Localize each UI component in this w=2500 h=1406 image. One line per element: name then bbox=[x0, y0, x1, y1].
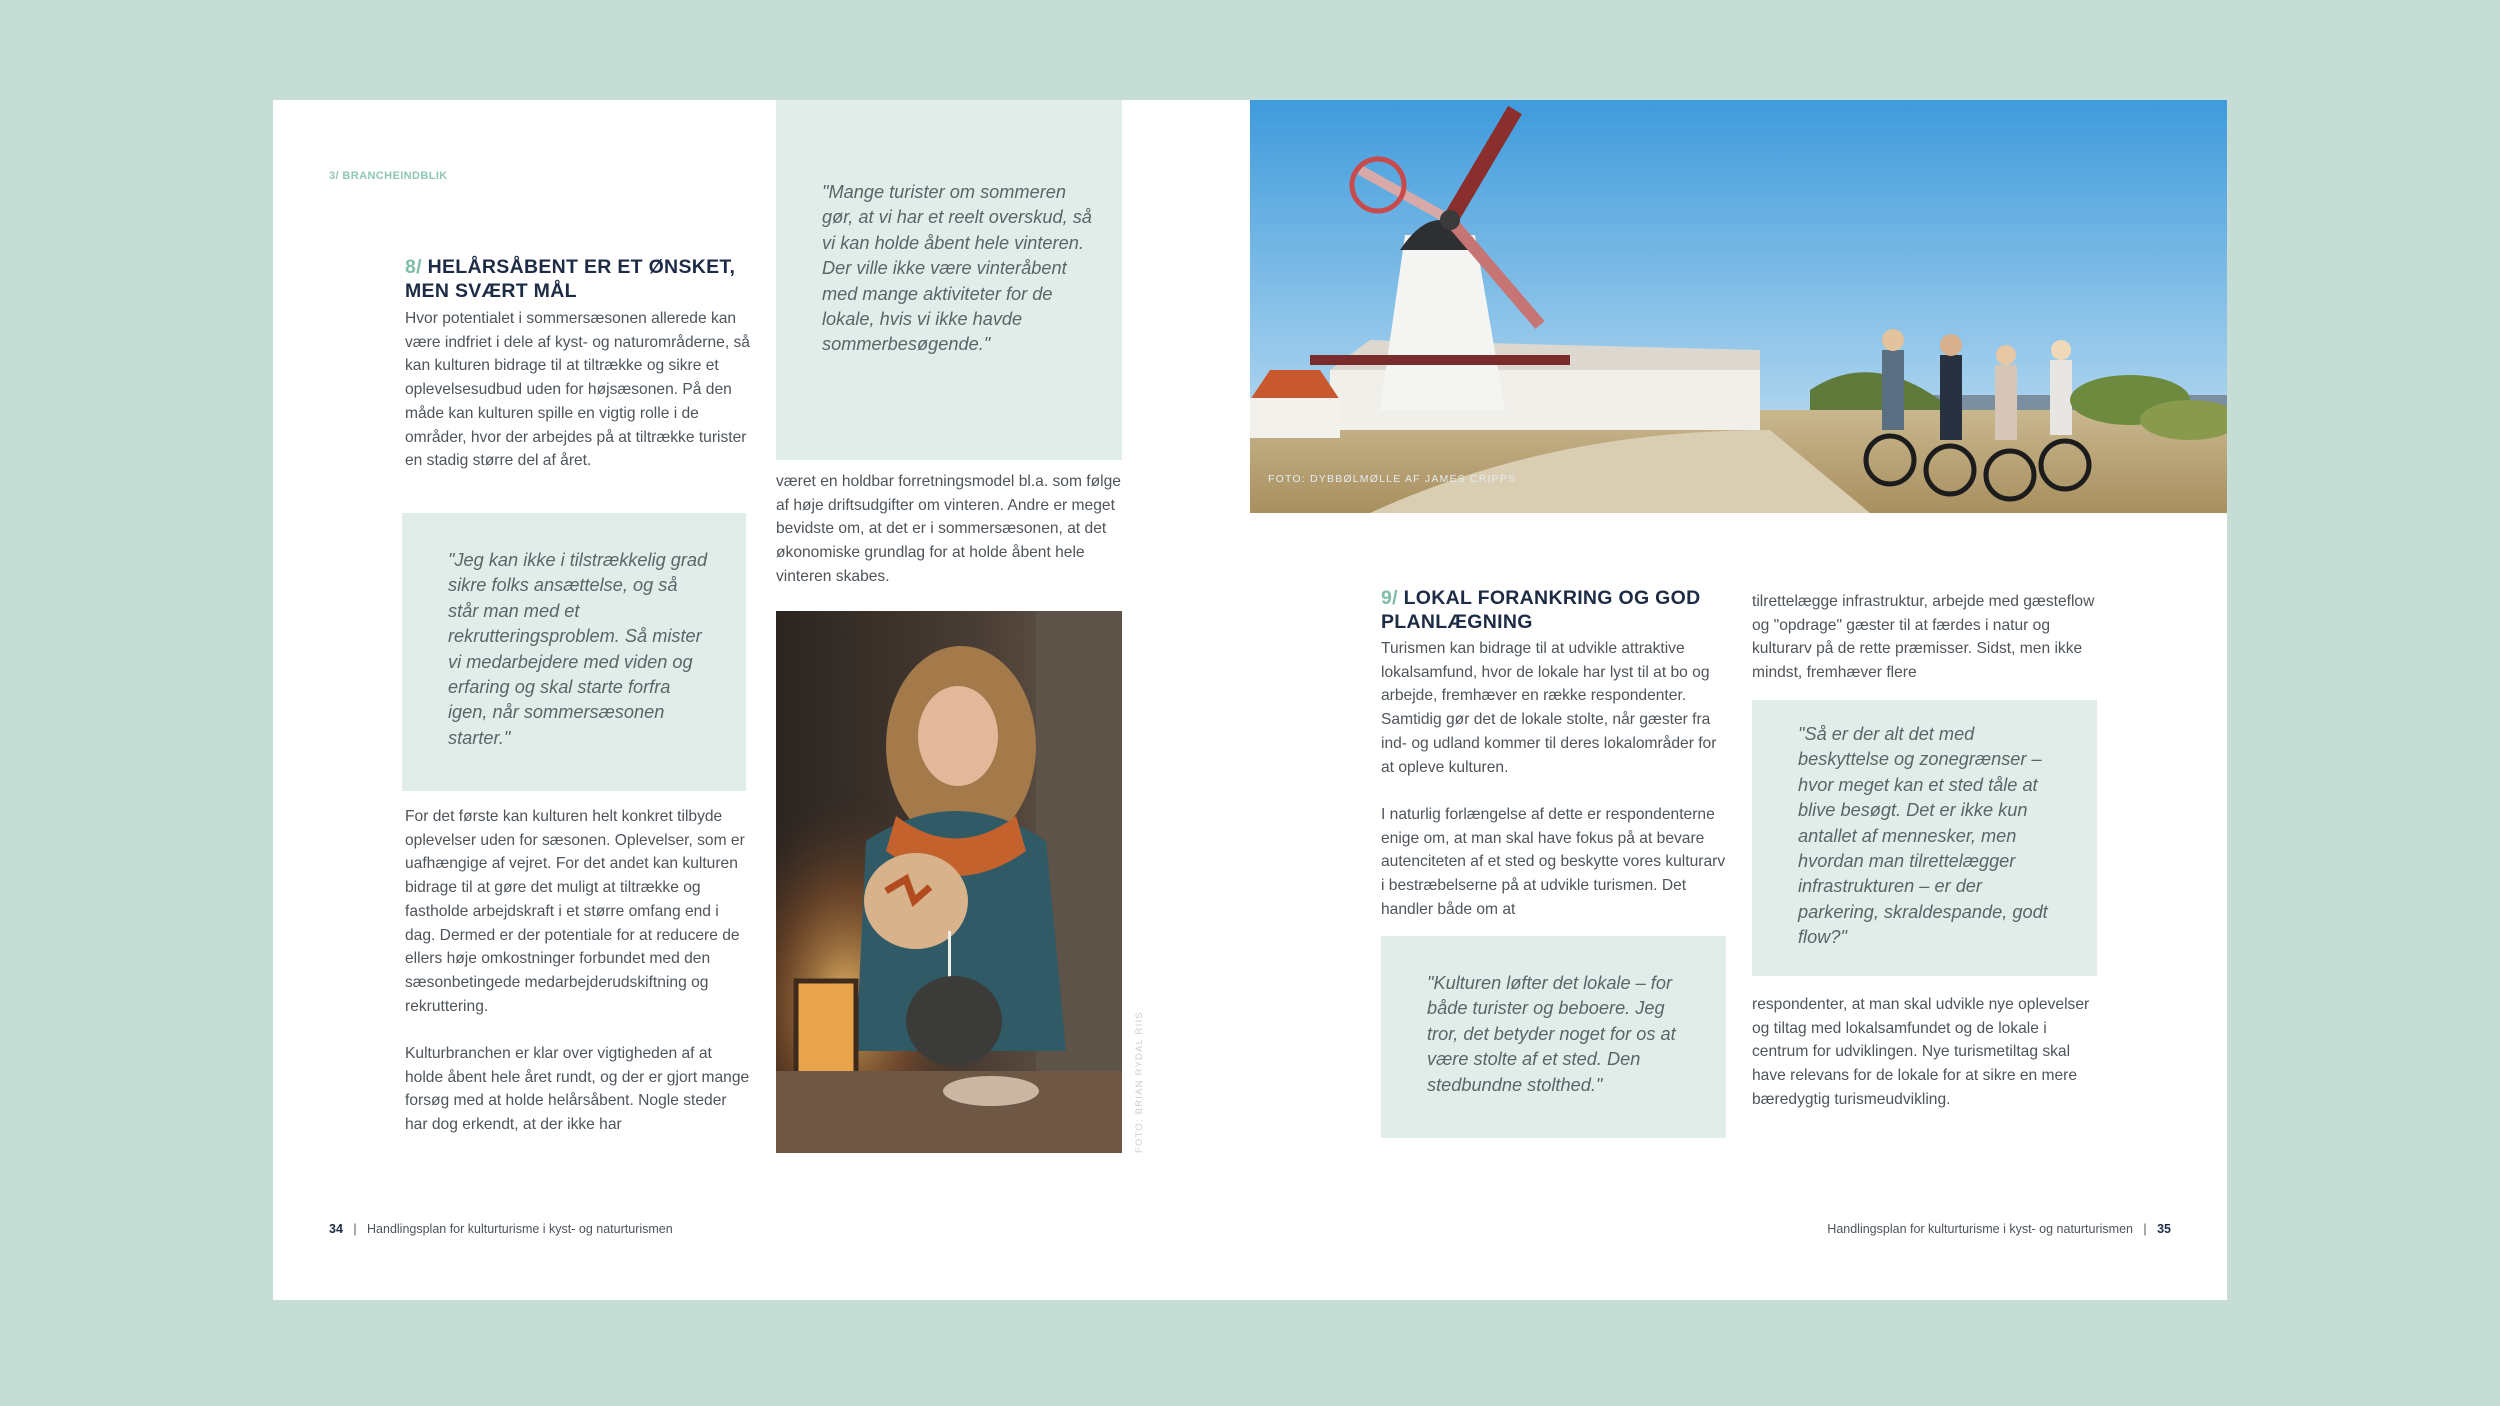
right-quote-box-2 bbox=[1752, 700, 2097, 976]
right-footer-title: Handlingsplan for kulturturisme i kyst- og naturturismen bbox=[1827, 1222, 2133, 1236]
photo-woman-pouring bbox=[776, 611, 1122, 1153]
left-heading-number: 8/ bbox=[405, 256, 422, 278]
left-quote-box-2 bbox=[776, 100, 1122, 460]
right-heading bbox=[1381, 586, 1721, 634]
section-tag: 3/ BRANCHEINDBLIK bbox=[329, 170, 448, 182]
left-paragraph-1: Hvor potentialet i sommersæsonen allerede kan være indfriet i dele af kyst- og naturområderne, så kan kulturen bidrage til at tiltrække og sikre et oplevelsesudbud uden for højsæsonen. På den måde kan kulturen spille en vigtig rolle i de områder, hvor der arbejdes på at tiltrække turister en stadig større del af året. bbox=[405, 310, 750, 470]
right-quote-box-1 bbox=[1381, 936, 1726, 1138]
right-paragraph-3: tilrettelægge infrastruktur, arbejde med gæsteflow og "opdrage" gæster til at færdes i natur og kulturarv på de rette præmisser. Sidst, men ikke mindst, fremhæver flere bbox=[1752, 593, 2095, 682]
left-footer-page-number: 34 bbox=[329, 1222, 343, 1236]
left-quote-2: "Mange turister om sommeren gør, at vi har et reelt overskud, så vi kan holde åbent hele vinteren. Der ville ikke være vinteråbent med mange aktiviteter for de lokale, hvis vi ikke havde sommerbesøgende." bbox=[822, 182, 1092, 355]
right-paragraph-1-block bbox=[1381, 637, 1727, 921]
right-footer-page-number: 35 bbox=[2157, 1222, 2171, 1236]
left-quote-1: "Jeg kan ikke i tilstrækkelig grad sikre folks ansættelse, og så står man med et rekrutteringsproblem. Så mister vi medarbejdere med viden og erfaring og skal starte forfra igen, når sommersæsonen starter." bbox=[448, 550, 708, 748]
left-quote-box-1 bbox=[402, 513, 746, 791]
right-quote-1: "Kulturen løfter det lokale – for både turister og beboere. Jeg tror, det betyder noget for os at være stolte af et sted. Den stedbundne stolthed." bbox=[1427, 973, 1676, 1095]
right-paragraph-1: Turismen kan bidrage til at udvikle attraktive lokalsamfund, hvor de lokale har lyst til at bo og arbejde, fremhæver en række respondenter. Samtidig gør det de lokale stolte, når gæster fra ind- og udland kommer til deres lokalområder for at opleve kulturen. bbox=[1381, 640, 1717, 776]
document-spread bbox=[273, 100, 2227, 1300]
right-quote-2: "Så er der alt det med beskyttelse og zonegrænser – hvor meget kan et sted tåle at blive besøgt. Det er ikke kun antallet af mennesker, men hvordan man tilrettelægger infrastrukturen – er der parkering, skraldespande, godt flow?" bbox=[1798, 724, 2048, 948]
right-photo-credit: FOTO: DYBBØLMØLLE AF JAMES CRIPPS bbox=[1268, 473, 1517, 485]
right-heading-number: 9/ bbox=[1381, 587, 1398, 609]
left-heading-text: HELÅRSÅBENT ER ET ØNSKET, MEN SVÆRT MÅL bbox=[405, 256, 736, 302]
left-paragraph-2-text: For det første kan kulturen helt konkret tilbyde oplevelser uden for sæsonen. Oplevelser, som er uafhængige af vejret. For det andet kan kulturen bidrage til at gøre det muligt at tiltrække og fastholde arbejdskraft i et større omfang end i dag. Dermed er der potentiale for at reducere de ellers høje omkostninger forbundet med den sæsonbetingede medarbejderudskiftning og rekruttering. bbox=[405, 808, 745, 1015]
left-paragraph-2 bbox=[405, 805, 750, 1137]
left-paragraph-3-text: Kulturbranchen er klar over vigtigheden af at holde åbent hele året rundt, og der er gjort mange forsøg med at holde helårsåbent. Nogle steder har dog erkendt, at der ikke har bbox=[405, 1045, 750, 1134]
right-footer-separator: | bbox=[2136, 1222, 2154, 1236]
right-paragraph-2: I naturlig forlængelse af dette er respondenterne enige om, at man skal have fokus på at bevare autenciteten af et sted og beskytte vores kulturarv i bestræbelserne på at udvikle turismen. Det handler både om at bbox=[1381, 805, 1726, 918]
woman-photo-illustration bbox=[776, 611, 1122, 1153]
left-photo-credit: FOTO: BRIAN RYDAL RIIS bbox=[1134, 1011, 1145, 1153]
right-footer bbox=[1827, 1222, 2171, 1236]
right-heading-text: LOKAL FORANKRING OG GOD PLANLÆGNING bbox=[1381, 587, 1701, 633]
right-paragraph-4: respondenter, at man skal udvikle nye oplevelser og tiltag med lokalsamfundet og de lokale i centrum for udviklingen. Nye turismetiltag skal have relevans for de lokale for at sikre en mere bæredygtig turismeudvikling. bbox=[1752, 996, 2090, 1108]
left-footer-title: Handlingsplan for kulturturisme i kyst- og naturturismen bbox=[367, 1222, 673, 1236]
left-paragraph-4: været en holdbar forretningsmodel bl.a. som følge af høje driftsudgifter om vinteren. Andre er meget bevidste om, at det er i sommersæsonen, at det økonomiske grundlag for at holde åbent hele vinteren skabes. bbox=[776, 473, 1121, 585]
left-heading bbox=[405, 255, 750, 303]
left-footer bbox=[329, 1222, 673, 1236]
windmill-photo-illustration bbox=[1250, 100, 2227, 513]
left-footer-separator: | bbox=[346, 1222, 364, 1236]
photo-windmill-cyclists bbox=[1250, 100, 2227, 513]
